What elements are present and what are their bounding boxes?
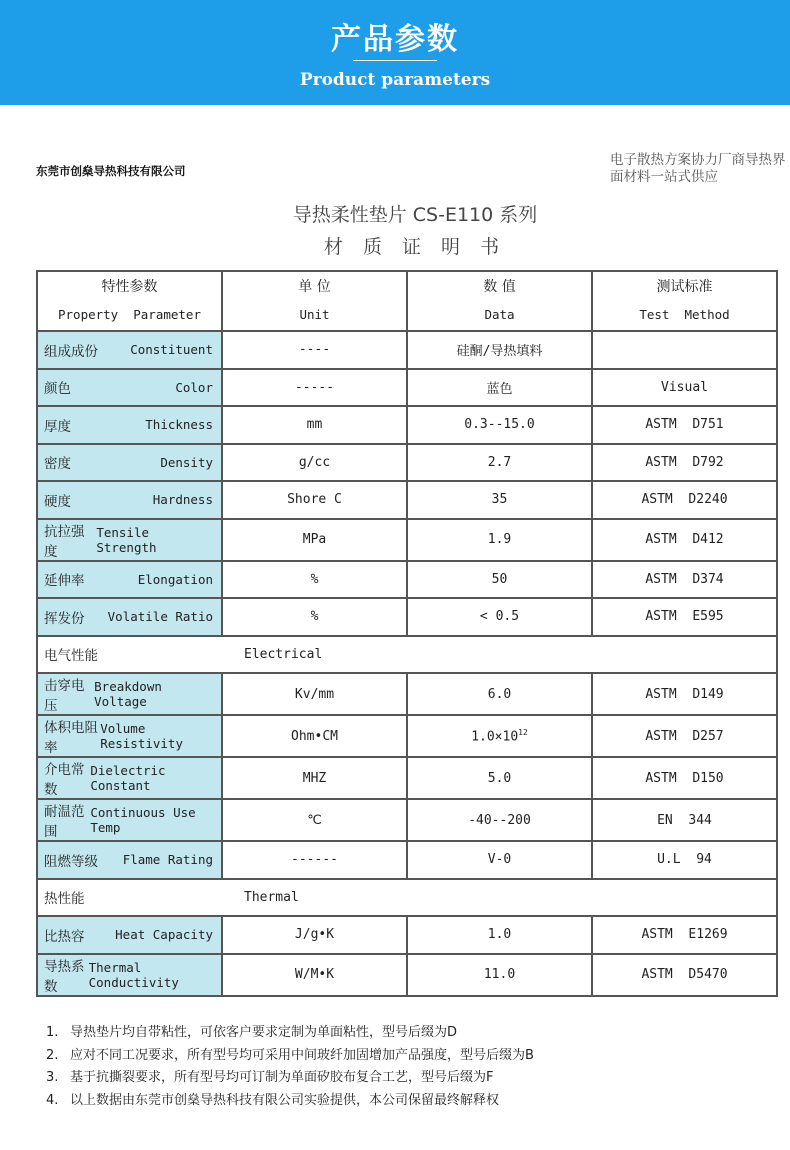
param-cell (37, 406, 222, 444)
param-cn: 阻燃等级 (44, 853, 98, 870)
unit-cell: % (222, 561, 407, 599)
param-en: Tensile Strength (96, 524, 157, 555)
data-value: 1.9 (487, 532, 512, 547)
param-en: Volume Resistivity (100, 721, 183, 751)
data-cell (407, 757, 592, 799)
test-cell: ASTM E595 (592, 598, 777, 636)
data-cell (407, 519, 592, 561)
unit-cell: Shore C (222, 481, 407, 519)
notes-list (46, 1022, 776, 1112)
param-cell (37, 598, 222, 636)
param-cell (37, 757, 222, 799)
param-cell (37, 799, 222, 841)
param-en: Flame Rating (122, 852, 213, 868)
param-cell (37, 715, 222, 757)
table-row (37, 598, 777, 636)
param-en: Breakdown Voltage (94, 679, 162, 709)
unit-cell: ------ (222, 841, 407, 879)
unit-cell: ---- (222, 331, 407, 369)
unit-cell: Ohm•CM (222, 715, 407, 757)
table-row (37, 444, 777, 482)
data-cell (407, 799, 592, 841)
param-en: Constituent (130, 342, 213, 358)
document-title: 导热柔性垫片 CS-E110 系列 (292, 204, 538, 226)
param-en: Thickness (145, 417, 213, 433)
table-row (37, 916, 777, 954)
test-cell (592, 331, 777, 369)
data-cell (407, 561, 592, 599)
table-row (37, 406, 777, 444)
test-cell: Visual (592, 369, 777, 407)
data-value: -40--200 (468, 812, 531, 828)
table-row (37, 799, 777, 841)
param-en: Color (175, 379, 213, 395)
header-data-cn: 数 值 (483, 279, 516, 295)
data-value: 6.0 (487, 686, 512, 702)
param-cn: 击穿电压 (44, 678, 85, 714)
header-data (407, 271, 592, 331)
section-cn: 热性能 (44, 891, 85, 908)
banner-title-en: Product parameters (299, 70, 491, 90)
param-cn: 组成成份 (44, 343, 98, 360)
header-param (37, 271, 222, 331)
param-cn: 耐温范围 (44, 804, 85, 840)
header-param-cn: 特性参数 (101, 279, 158, 295)
data-cell (407, 406, 592, 444)
test-cell: EN 344 (592, 799, 777, 841)
param-cell (37, 331, 222, 369)
unit-cell: MHZ (222, 757, 407, 799)
header-test (592, 271, 777, 331)
param-en: Volatile Ratio (107, 609, 213, 625)
table-row (37, 757, 777, 799)
data-value: 35 (491, 492, 508, 508)
header-data-en: Data (484, 307, 515, 322)
header-test-en: Test Method (639, 307, 730, 322)
test-cell: ASTM D2240 (592, 481, 777, 519)
section-electrical (37, 636, 777, 674)
param-en: Dielectric Constant (90, 763, 166, 793)
section-en: Electrical (244, 646, 323, 662)
param-cell (37, 954, 222, 996)
unit-cell: W/M•K (222, 954, 407, 996)
table-row (37, 481, 777, 519)
section-en: Thermal (244, 889, 299, 905)
section-cn: 电气性能 (44, 648, 98, 665)
param-cell (37, 481, 222, 519)
param-cn: 导热系数 (44, 958, 85, 995)
unit-cell: J/g•K (222, 916, 407, 954)
param-cn: 延伸率 (44, 573, 85, 590)
test-cell: ASTM D412 (592, 519, 777, 561)
section-cell (37, 636, 777, 674)
param-cn: 厚度 (44, 418, 71, 435)
param-cn: 比热容 (44, 928, 85, 945)
data-value: 1.0×10 (471, 729, 519, 745)
param-cn: 抗拉强度 (44, 523, 85, 560)
table-row (37, 673, 777, 715)
unit-cell: Kv/mm (222, 673, 407, 715)
data-value: 11.0 (483, 967, 516, 982)
note-item: 3. 基于抗撕裂要求，所有型号均可订制为单面矽胶布复合工艺，型号后缀为F (46, 1070, 494, 1085)
param-en: Thermal Conductivity (88, 959, 179, 990)
param-en: Hardness (152, 492, 213, 508)
test-cell: ASTM E1269 (592, 916, 777, 954)
header-unit-cn: 单 位 (298, 279, 331, 295)
spec-table (36, 270, 778, 997)
document-subtitle: 材 质 证 明 书 (323, 236, 507, 258)
data-cell (407, 673, 592, 715)
param-en: Density (160, 454, 213, 470)
param-cell (37, 916, 222, 954)
data-value: 蓝色 (486, 381, 513, 397)
param-en: Continuous Use Temp (90, 805, 196, 835)
test-cell: ASTM D751 (592, 406, 777, 444)
test-cell: U.L 94 (592, 841, 777, 879)
param-en: Elongation (137, 571, 213, 587)
data-value: V-0 (487, 852, 512, 868)
data-cell (407, 715, 592, 757)
unit-cell: MPa (222, 519, 407, 561)
data-cell (407, 598, 592, 636)
param-cell (37, 561, 222, 599)
note-item: 4. 以上数据由东莞市创燊导热科技有限公司实验提供，本公司保留最终解释权 (46, 1092, 500, 1108)
data-value: 硅酮/导热填料 (456, 344, 543, 360)
test-cell: ASTM D5470 (592, 954, 777, 996)
param-cell (37, 369, 222, 407)
data-cell (407, 954, 592, 996)
data-cell (407, 841, 592, 879)
data-value: 1.0 (487, 927, 512, 943)
param-cn: 体积电阻率 (44, 720, 98, 756)
table-row (37, 715, 777, 757)
test-cell: ASTM D150 (592, 757, 777, 799)
param-cn: 密度 (44, 456, 71, 473)
data-cell (407, 444, 592, 482)
unit-cell: g/cc (222, 444, 407, 482)
unit-cell: % (222, 598, 407, 636)
section-cell (37, 879, 777, 917)
param-cell (37, 519, 222, 561)
note-item: 1. 导热垫片均自带粘性，可依客户要求定制为单面粘性，型号后缀为D (46, 1025, 458, 1040)
param-en: Heat Capacity (115, 927, 213, 943)
param-cn: 颜色 (44, 381, 71, 398)
data-cell (407, 369, 592, 407)
header-unit-en: Unit (299, 307, 330, 322)
test-cell: ASTM D257 (592, 715, 777, 757)
header-test-cn: 测试标准 (656, 279, 713, 295)
param-cell (37, 673, 222, 715)
table-row (37, 369, 777, 407)
test-cell: ASTM D792 (592, 444, 777, 482)
param-cn: 挥发份 (44, 610, 85, 627)
table-row (37, 841, 777, 879)
table-row (37, 561, 777, 599)
table-row (37, 954, 777, 996)
test-cell: ASTM D149 (592, 673, 777, 715)
data-value: < 0.5 (479, 609, 520, 625)
param-cn: 硬度 (44, 493, 71, 510)
data-value: 0.3--15.0 (464, 417, 535, 433)
company-slogan: 电子散热方案协力厂商导热界面材料一站式供应 (610, 152, 786, 185)
data-exponent: 12 (518, 727, 528, 737)
header-unit (222, 271, 407, 331)
data-value: 5.0 (487, 770, 512, 786)
banner-title-cn: 产品参数 (331, 22, 459, 57)
table-row (37, 519, 777, 561)
data-value: 2.7 (487, 454, 512, 470)
param-cell (37, 444, 222, 482)
table-row (37, 331, 777, 369)
company-name: 东莞市创燊导热科技有限公司 (36, 164, 186, 178)
unit-cell: ℃ (222, 799, 407, 841)
banner-divider (353, 60, 437, 61)
note-item: 2. 应对不同工况要求，所有型号均可采用中间玻纤加固增加产品强度，型号后缀为B (46, 1047, 534, 1063)
param-cn: 介电常数 (44, 762, 85, 798)
param-cell (37, 841, 222, 879)
unit-cell: ----- (222, 369, 407, 407)
data-cell (407, 331, 592, 369)
test-cell: ASTM D374 (592, 561, 777, 599)
header-banner (0, 0, 790, 105)
header-param-en: Property Parameter (58, 307, 201, 322)
unit-cell: mm (222, 406, 407, 444)
data-cell (407, 481, 592, 519)
data-cell (407, 916, 592, 954)
table-header-row (37, 271, 777, 331)
section-thermal (37, 879, 777, 917)
data-value: 50 (491, 571, 508, 587)
